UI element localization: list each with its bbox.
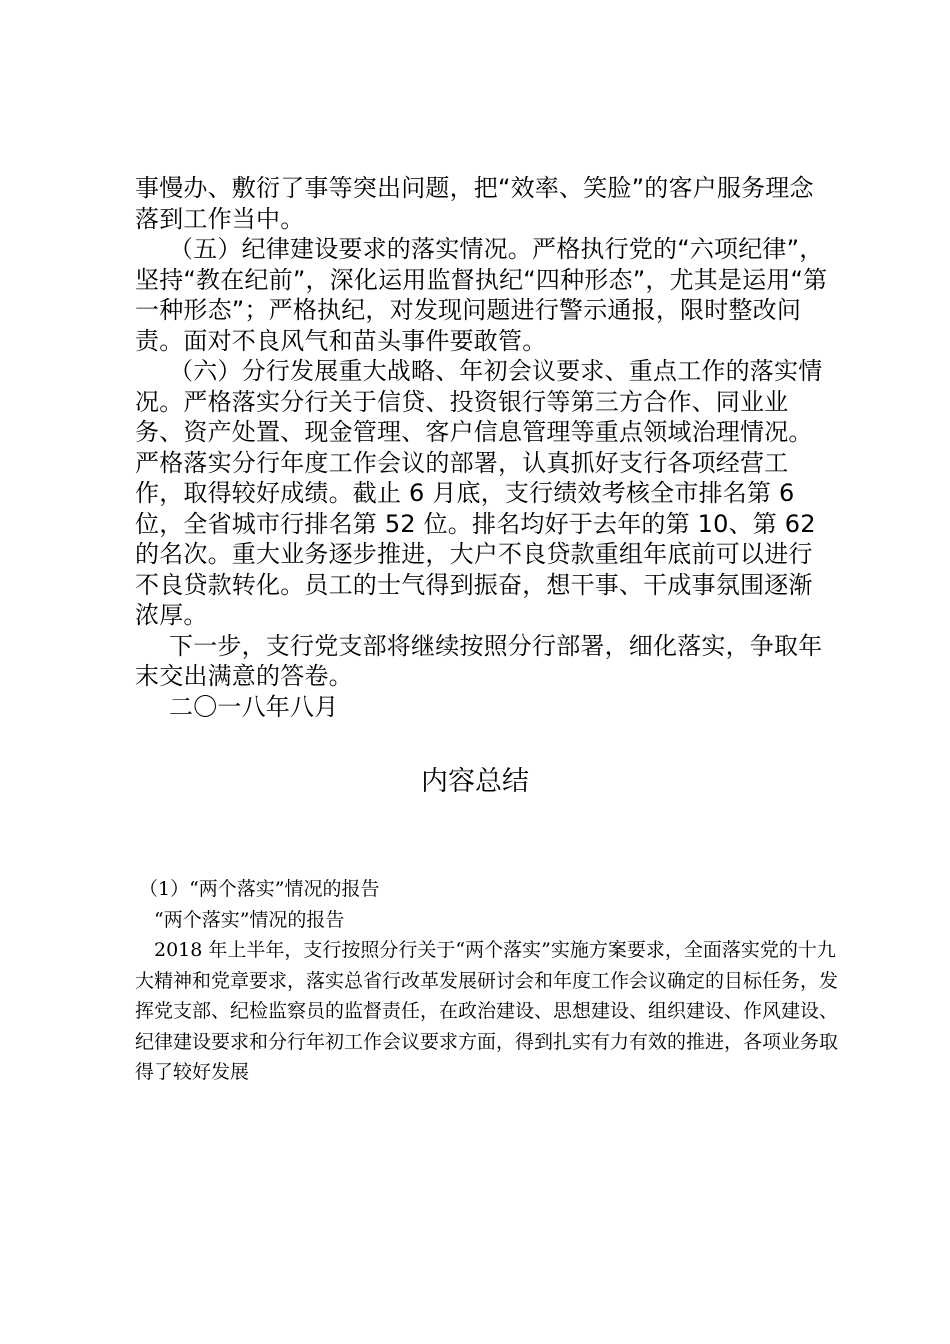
- paragraph-strategy: （六）分行发展重大战略、年初会议要求、重点工作的落实情况。严格落实分行关于信贷、投资银行等第三方合作、同业业务、资产处置、现金管理、客户信息管理等重点领域治理情况。严格落实分行年度工作会议的部署，认真抓好支行各项经营工作，取得较好成绩。截止 6 月底，支行绩效考核全市排名第 6 位，全省城市行排名第 52 位。排名均好于去年的第 10、第 62 的名次。重大业务逐步推进，大户不良贷款重组年底前可以进行不良贷款转化。员工的士气得到振奋，想干事、干成事氛围逐渐浓厚。: [135, 357, 823, 629]
- paragraph-continuation: 事慢办、敷衍了事等突出问题，把“效率、笑脸”的客户服务理念落到工作当中。: [135, 174, 814, 233]
- summary-heading: （1）“两个落实”情况的报告: [139, 878, 380, 900]
- paragraph-discipline: （五）纪律建设要求的落实情况。严格执行党的“六项纪律”，坚持“教在纪前”，深化运用监督执纪“四种形态”，尤其是运用“第一种形态”；严格执纪，对发现问题进行警示通报，限时整改问责。面对不良风气和苗头事件要敢管。: [135, 235, 828, 355]
- report-date: 二〇一八年八月: [169, 692, 339, 721]
- summary-subtitle: “两个落实”情况的报告: [154, 908, 345, 931]
- summary-body: [135, 874, 840, 1088]
- report-body: [135, 173, 835, 722]
- summary-title: 内容总结: [421, 766, 529, 797]
- summary-paragraph: 2018 年上半年，支行按照分行关于“两个落实”实施方案要求，全面落实党的十九大精神和党章要求，落实总省行改革发展研讨会和年度工作会议确定的目标任务，发挥党支部、纪检监察员的监督责任，在政治建设、思想建设、组织建设、作风建设、纪律建设要求和分行年初工作会议要求方面，得到扎实有力有效的推进，各项业务取得了较好发展: [135, 939, 839, 1083]
- paragraph-next-step: 下一步，支行党支部将继续按照分行部署，细化落实，争取年末交出满意的答卷。: [135, 631, 823, 690]
